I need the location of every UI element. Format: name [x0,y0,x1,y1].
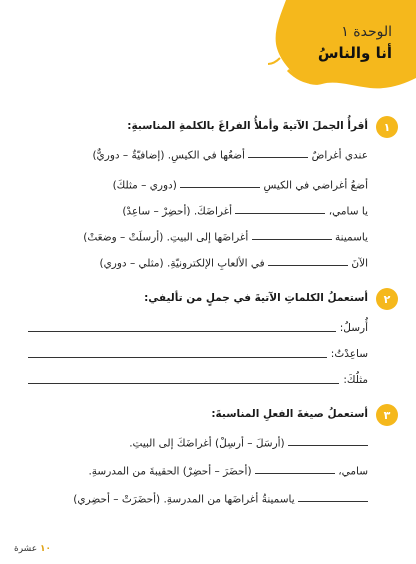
fill-blank[interactable] [268,256,348,266]
section-3-line-1: (أرسَلَ – أرسِلْ) أغراضَكَ إلى البيتِ. [8,436,368,449]
section-3-line-2: سامي، (أحضَرَ – أحضِرْ) الحقيبةَ من المدرسةِ. [88,465,368,478]
section-2-badge: ٢ [376,288,398,310]
fill-blank[interactable] [252,230,332,240]
writing-line[interactable] [28,356,327,358]
page-footer [14,544,51,554]
page-word: عشرة [14,544,38,554]
unit-label: الوحدة ١ [341,24,392,40]
fill-blank[interactable] [288,436,368,446]
fill-blank[interactable] [248,148,308,158]
section-2-row-3: مثلُكَ: [28,372,368,386]
section-1-line-3: يا سامي، أغراضَكَ. (أحضِرْ – ساعِدْ) [122,205,368,218]
section-1-line-1: عندي أغراضٌ أضعُها في الكيسِ. (إضافيّةٌ – دوريٌّ) [92,149,368,162]
writing-line[interactable] [28,382,339,384]
section-2-instruction: أستعملُ الكلماتِ الآتيةَ في جملٍ من تأليفي: [144,292,368,304]
section-3-badge: ٣ [376,404,398,426]
section-1-badge: ١ [376,116,398,138]
section-2-row-1: أُرسلُ: [28,320,368,334]
section-1-line-5: الآنَ في الألعابِ الإلكترونيّةِ. (مثلي – دوري) [99,257,368,270]
section-1-line-4: ياسمينة أغراضَها إلى البيتِ. (أرسلَتْ – وضعَتْ) [83,231,368,244]
fill-blank[interactable] [298,492,368,502]
section-1-line-2: أضعُ أغراضي في الكيسِ (دوري – مثلكَ) [112,179,368,192]
unit-title: أنا والناسُ [317,44,392,62]
section-1-instruction: أقرأُ الجملَ الآتيةَ وأملأُ الفراغَ بالكلمةِ المناسبةِ: [127,120,368,132]
fill-blank[interactable] [255,464,335,474]
section-3-line-3: ياسمينةُ أغراضَها من المدرسةِ. (أحضَرَتْ – أحضِري) [8,492,368,505]
page-number: ١٠ [39,544,51,554]
section-3-instruction: أستعملُ صيغةَ الفعلِ المناسبةَ: [211,408,368,420]
fill-blank[interactable] [235,204,325,214]
section-2-row-2: ساعِدْتُ: [28,346,368,360]
fill-blank[interactable] [180,178,260,188]
writing-line[interactable] [28,330,336,332]
